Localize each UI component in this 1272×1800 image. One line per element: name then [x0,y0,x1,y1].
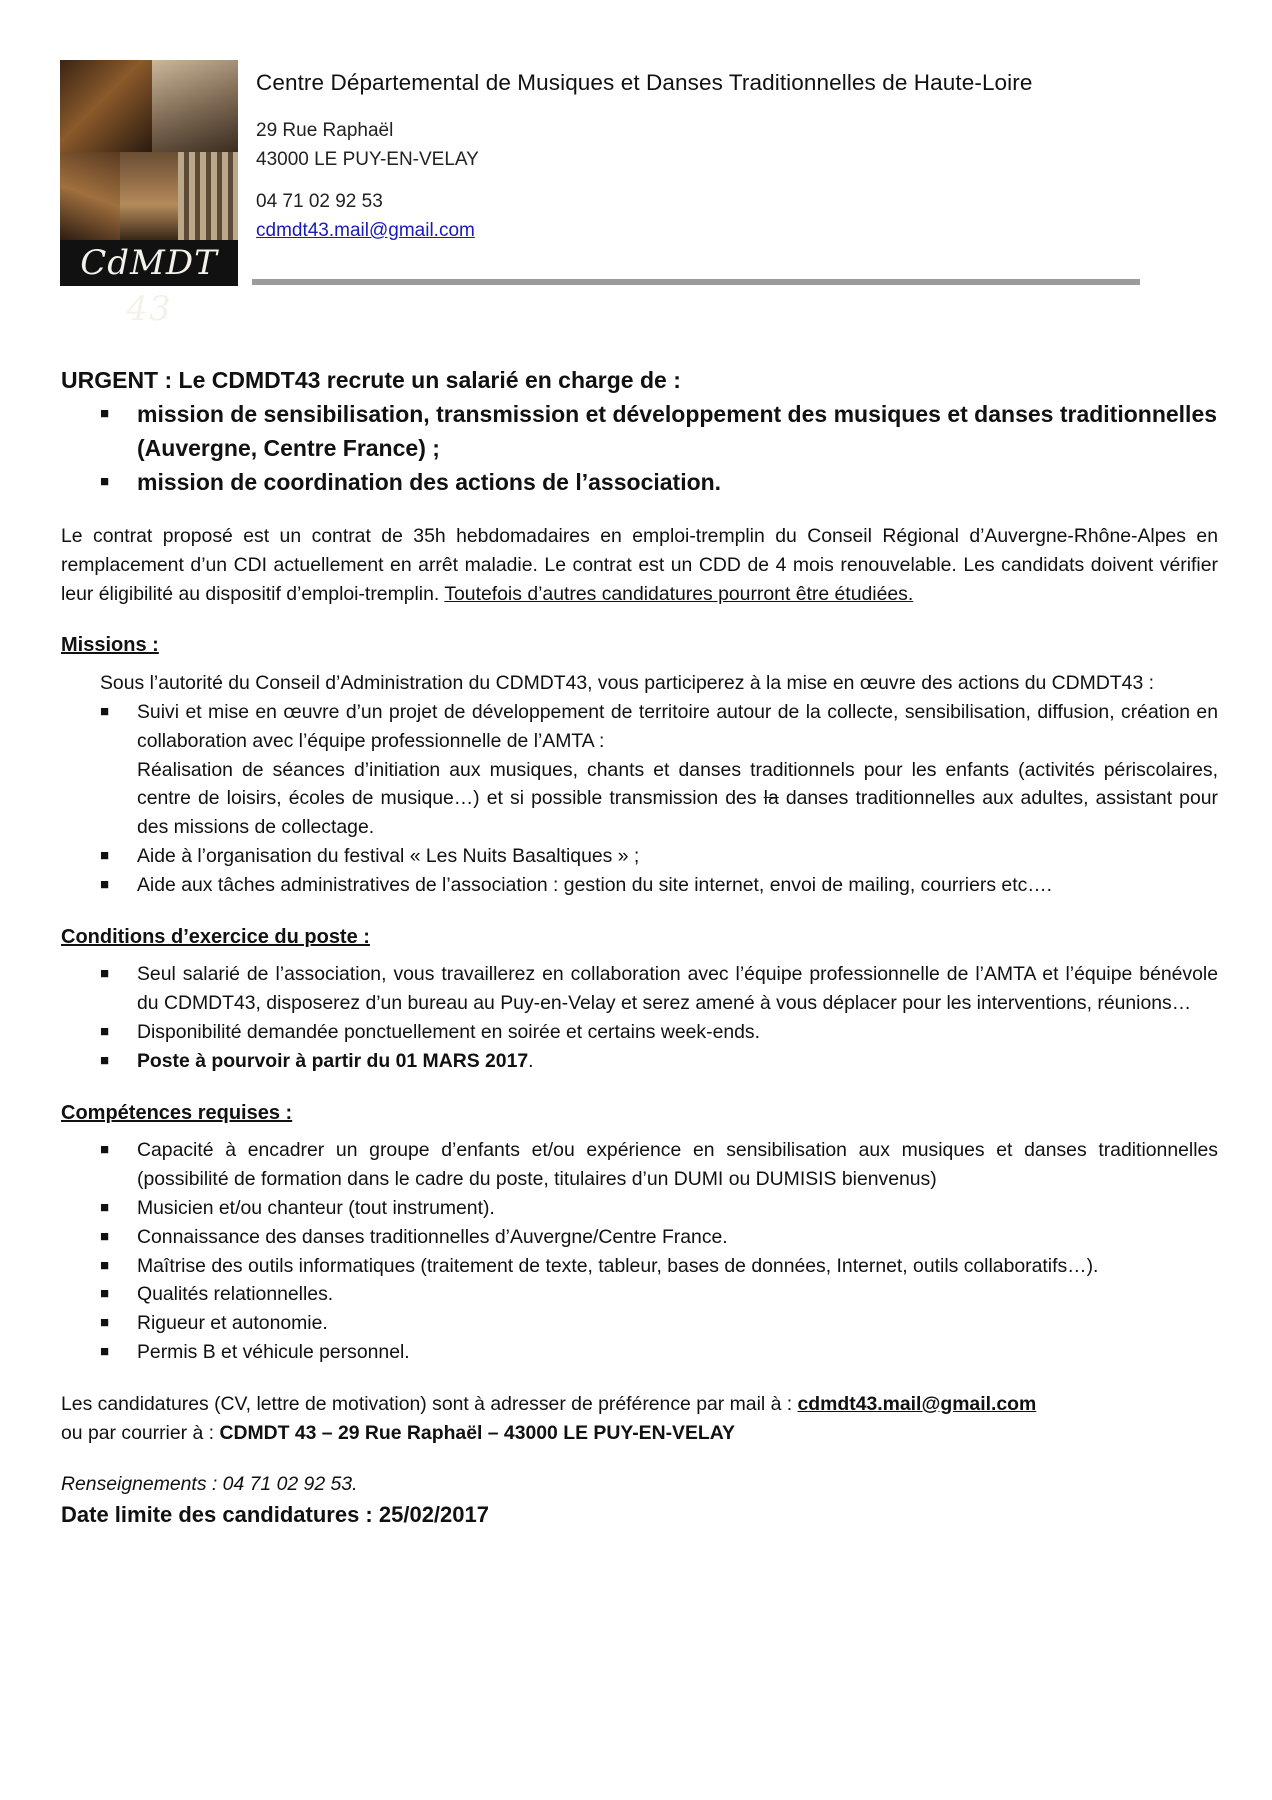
header-divider [252,279,1140,285]
list-item: ■ Capacité à encadrer un groupe d’enfants et/ou expérience en sensibilisation aux musiques et danses traditionnelles (possibilité de formation dans le cadre du poste, titulaires d’un DUMI ou DUMISIS bienvenus) [61,1136,1218,1194]
urgent-heading: URGENT : Le CDMDT43 recrute un salarié en charge de : [61,367,681,393]
competences-list [61,1136,1218,1366]
bullet-icon: ■ [100,1022,110,1040]
application-instructions: Les candidatures (CV, lettre de motivation) sont à adresser de préférence par mail à : cdmdt43.mail@gmail.com ou par courrier à : CDMDT 43 – 29 Rue Raphaël – 43000 LE PUY-EN-VELAY [61,1392,1037,1444]
conditions-list [61,960,1218,1075]
bullet-icon: ■ [100,846,110,864]
list-item: ■ Seul salarié de l’association, vous travaillerez en collaboration avec l’équipe professionnelle de l’AMTA et l’équipe bénévole du CDMDT43, disposerez d’un bureau au Puy-en-Velay et serez amené à vous déplacer pour les interventions, réunions… [61,960,1218,1018]
bullet-icon: ■ [100,1314,110,1332]
bullet-icon: ■ [100,1051,110,1069]
bullet-icon: ■ [100,1198,110,1216]
city-address: 43000 LE PUY-EN-VELAY [256,149,479,170]
bullet-icon: ■ [100,473,110,490]
phone-number: 04 71 02 92 53 [256,191,383,212]
missions-intro: Sous l’autorité du Conseil d’Administration du CDMDT43, vous participerez à la mise en œuvre des actions du CDMDT43 : [100,672,1155,695]
list-item: ■ Aide aux tâches administratives de l’association : gestion du site internet, envoi de mailing, courriers etc…. [61,871,1218,900]
urgent-list [61,397,1218,499]
missions-title: Missions : [61,634,159,657]
bullet-icon: ■ [100,1285,110,1303]
missions-list [61,698,1218,900]
list-item: ■ Suivi et mise en œuvre d’un projet de développement de territoire autour de la collecte, sensibilisation, diffusion, création en collaboration avec l’équipe professionnelle de l’AMTA : Réalisation de séances d’initiation aux musiques, chants et danses traditionnels pour les enfants (activités périscolaires, centre de loisirs, écoles de musique…) et si possible transmission des la danses traditionnelles aux adultes, assistant pour des missions de collectage. [61,698,1218,842]
urgent-item: ■ mission de coordination des actions de l’association. [61,465,1218,499]
urgent-item: ■ mission de sensibilisation, transmission et développement des musiques et danses traditionnelles (Auvergne, Centre France) ; [61,397,1218,465]
street-address: 29 Rue Raphaël [256,120,394,141]
list-item: ■ Rigueur et autonomie. [61,1309,1218,1338]
bullet-icon: ■ [100,1141,110,1159]
conditions-title: Conditions d’exercice du poste : [61,925,370,948]
contact-info: Renseignements : 04 71 02 92 53. [61,1473,358,1496]
bullet-icon: ■ [100,1227,110,1245]
list-item: ■ Connaissance des danses traditionnelles d’Auvergne/Centre France. [61,1223,1218,1252]
list-item: ■ Poste à pourvoir à partir du 01 MARS 2017. [61,1047,1218,1076]
bullet-icon: ■ [100,1342,110,1360]
bullet-icon: ■ [100,405,110,422]
list-item: ■ Musicien et/ou chanteur (tout instrument). [61,1194,1218,1223]
list-item: ■ Maîtrise des outils informatiques (traitement de texte, tableur, bases de données, Internet, outils collaboratifs…). [61,1252,1218,1281]
job-offer-body [61,363,1218,1531]
bullet-icon: ■ [100,965,110,983]
list-item: ■ Disponibilité demandée ponctuellement en soirée et certains week-ends. [61,1018,1218,1047]
contract-paragraph: Le contrat proposé est un contrat de 35h hebdomadaires en emploi-tremplin du Conseil Régional d’Auvergne-Rhône-Alpes en remplacement d’un CDI actuellement en arrêt maladie. Le contrat est un CDD de 4 mois renouvelable. Les candidats doivent vérifier leur éligibilité au dispositif d’emploi-tremplin. Toutefois d’autres candidatures pourront être étudiées. [61,525,1218,605]
letterhead [60,60,1140,329]
list-item: ■ Qualités relationnelles. [61,1280,1218,1309]
organization-name: Centre Départemental de Musiques et Danses Traditionnelles de Haute-Loire [256,70,1033,95]
bullet-icon: ■ [100,1256,110,1274]
bullet-icon: ■ [100,702,110,720]
cdmdt43-logo [60,60,238,329]
list-item: ■ Permis B et véhicule personnel. [61,1338,1218,1367]
email-link[interactable]: cdmdt43.mail@gmail.com [256,220,475,241]
logo-wordmark: CdMDT 43 [60,240,238,286]
postal-address: CDMDT 43 – 29 Rue Raphaël – 43000 LE PUY-EN-VELAY [219,1421,735,1444]
application-deadline: Date limite des candidatures : 25/02/2017 [61,1502,489,1528]
competences-title: Compétences requises : [61,1101,293,1124]
application-email-link[interactable]: cdmdt43.mail@gmail.com [797,1392,1037,1415]
bullet-icon: ■ [100,875,110,893]
list-item: ■ Aide à l’organisation du festival « Les Nuits Basaltiques » ; [61,842,1218,871]
